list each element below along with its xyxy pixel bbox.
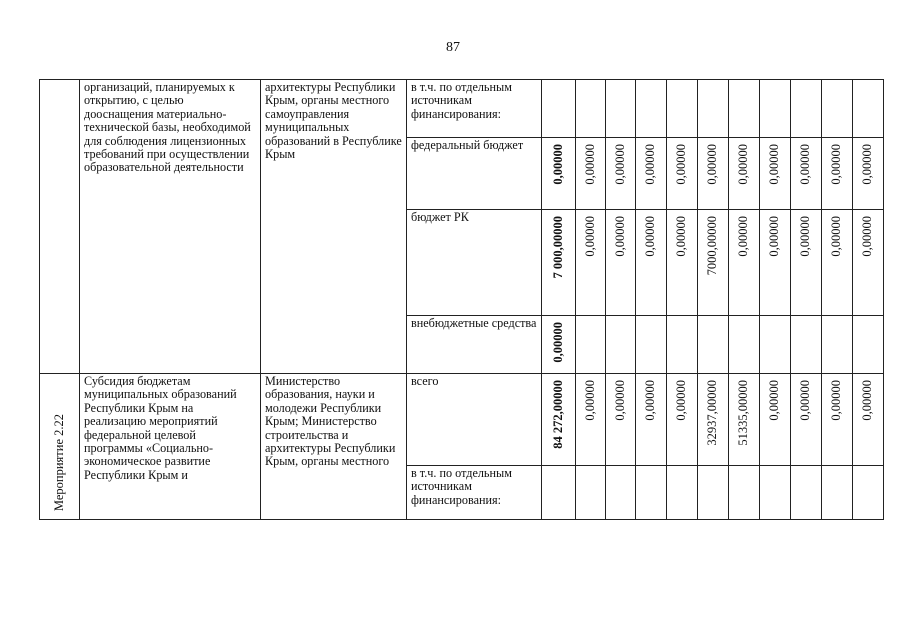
page-number: 87 xyxy=(446,40,460,55)
funding-year-cell xyxy=(760,316,791,374)
funding-year-cell xyxy=(729,80,760,138)
funding-year-cell xyxy=(791,80,822,138)
funding-year-cell xyxy=(576,374,606,466)
funding-year-cell xyxy=(729,138,760,210)
funding-year-value: 0,00000 xyxy=(736,144,751,185)
funding-year-value: 0,00000 xyxy=(582,216,597,257)
measure-description: организаций, планируемых к открытию, с целью дооснащения материально-технической базы, необходимой для соблюдения лицензионных требований при осуществлении образовательной деятельности xyxy=(80,80,261,374)
funding-year-cell xyxy=(822,138,853,210)
funding-year-value: 0,00000 xyxy=(767,216,782,257)
funding-year-value: 0,00000 xyxy=(860,380,875,421)
funding-year-value: 0,00000 xyxy=(736,216,751,257)
funding-year-cell xyxy=(822,316,853,374)
funding-year-cell xyxy=(791,466,822,520)
funding-year-value: 7000,00000 xyxy=(705,216,720,276)
funding-year-cell xyxy=(636,138,667,210)
funding-year-cell xyxy=(698,316,729,374)
funding-year-value: 32937,00000 xyxy=(705,380,720,446)
funding-year-value: 0,00000 xyxy=(612,216,627,257)
funding-year-cell xyxy=(576,80,606,138)
funding-year-value: 0,00000 xyxy=(829,380,844,421)
funding-year-cell xyxy=(636,316,667,374)
funding-year-value: 0,00000 xyxy=(829,144,844,185)
funding-year-cell xyxy=(667,316,698,374)
funding-year-cell xyxy=(636,374,667,466)
funding-year-value: 0,00000 xyxy=(643,216,658,257)
funding-year-cell xyxy=(698,210,729,316)
funding-source-label: в т.ч. по отдельным источникам финансирования: xyxy=(407,80,542,138)
funding-source-label: федеральный бюджет xyxy=(407,138,542,210)
funding-year-cell xyxy=(606,210,636,316)
funding-year-value: 0,00000 xyxy=(798,216,813,257)
funding-year-cell xyxy=(667,210,698,316)
funding-year-cell xyxy=(853,138,884,210)
funding-year-value: 0,00000 xyxy=(674,216,689,257)
funding-year-cell xyxy=(606,80,636,138)
funding-year-value: 0,00000 xyxy=(860,144,875,185)
funding-year-value: 0,00000 xyxy=(643,144,658,185)
funding-year-cell xyxy=(698,80,729,138)
funding-year-cell xyxy=(729,210,760,316)
funding-year-cell xyxy=(698,138,729,210)
funding-year-cell xyxy=(791,210,822,316)
measure-code: Мероприятие 2.22 xyxy=(51,413,66,511)
funding-year-cell xyxy=(636,80,667,138)
funding-year-cell xyxy=(760,210,791,316)
funding-year-value: 0,00000 xyxy=(612,144,627,185)
funding-year-value: 0,00000 xyxy=(798,144,813,185)
funding-year-cell xyxy=(698,374,729,466)
funding-year-value: 0,00000 xyxy=(798,380,813,421)
funding-year-cell xyxy=(606,466,636,520)
funding-year-cell xyxy=(576,316,606,374)
funding-year-value: 0,00000 xyxy=(582,144,597,185)
funding-year-value: 0,00000 xyxy=(643,380,658,421)
funding-year-cell xyxy=(791,138,822,210)
funding-year-value: 51335,00000 xyxy=(736,380,751,446)
funding-year-cell xyxy=(853,210,884,316)
funding-year-value: 0,00000 xyxy=(612,380,627,421)
funding-source-label: бюджет РК xyxy=(407,210,542,316)
funding-year-cell xyxy=(698,466,729,520)
funding-year-cell xyxy=(760,138,791,210)
funding-year-cell xyxy=(667,374,698,466)
funding-year-cell xyxy=(576,210,606,316)
funding-year-cell xyxy=(791,374,822,466)
funding-year-cell xyxy=(853,374,884,466)
funding-total-cell xyxy=(542,138,576,210)
funding-year-cell xyxy=(822,374,853,466)
funding-year-cell xyxy=(576,138,606,210)
funding-year-cell xyxy=(791,316,822,374)
measure-code-cell xyxy=(40,374,80,520)
funding-year-cell xyxy=(667,80,698,138)
funding-year-cell xyxy=(822,80,853,138)
funding-year-cell xyxy=(606,316,636,374)
funding-year-value: 0,00000 xyxy=(705,144,720,185)
funding-year-cell xyxy=(636,466,667,520)
funding-year-cell xyxy=(822,466,853,520)
funding-year-value: 0,00000 xyxy=(582,380,597,421)
funding-source-label: в т.ч. по отдельным источникам финансирования: xyxy=(407,466,542,520)
funding-total-value: 7 000,00000 xyxy=(550,216,565,279)
funding-year-cell xyxy=(606,138,636,210)
funding-year-value: 0,00000 xyxy=(860,216,875,257)
funding-total-cell xyxy=(542,466,576,520)
table-row xyxy=(40,80,884,138)
funding-source-label: внебюджетные средства xyxy=(407,316,542,374)
table-row xyxy=(40,374,884,466)
measure-code-cell xyxy=(40,80,80,374)
funding-year-value: 0,00000 xyxy=(767,144,782,185)
funding-year-cell xyxy=(853,80,884,138)
funding-year-value: 0,00000 xyxy=(674,380,689,421)
funding-year-cell xyxy=(729,374,760,466)
funding-year-cell xyxy=(667,138,698,210)
funding-year-cell xyxy=(667,466,698,520)
funding-total-value: 0,00000 xyxy=(550,322,565,363)
funding-year-value: 0,00000 xyxy=(829,216,844,257)
funding-year-cell xyxy=(853,316,884,374)
budget-table xyxy=(39,79,884,520)
funding-total-value: 0,00000 xyxy=(550,144,565,185)
funding-total-cell xyxy=(542,80,576,138)
funding-source-label: всего xyxy=(407,374,542,466)
funding-year-cell xyxy=(760,374,791,466)
funding-total-cell xyxy=(542,374,576,466)
funding-total-cell xyxy=(542,210,576,316)
funding-year-cell xyxy=(853,466,884,520)
funding-year-cell xyxy=(729,466,760,520)
funding-total-cell xyxy=(542,316,576,374)
funding-year-cell xyxy=(606,374,636,466)
funding-year-cell xyxy=(636,210,667,316)
funding-year-cell xyxy=(576,466,606,520)
funding-total-value: 84 272,00000 xyxy=(550,380,565,449)
funding-year-cell xyxy=(822,210,853,316)
measure-executor: Министерство образования, науки и молодежи Республики Крым; Министерство строительства и архитектуры Республики Крым, органы местного xyxy=(261,374,407,520)
funding-year-cell xyxy=(729,316,760,374)
funding-year-value: 0,00000 xyxy=(674,144,689,185)
funding-year-value: 0,00000 xyxy=(767,380,782,421)
funding-year-cell xyxy=(760,466,791,520)
measure-executor: архитектуры Республики Крым, органы местного самоуправления муниципальных образований в Республике Крым xyxy=(261,80,407,374)
measure-description: Субсидия бюджетам муниципальных образований Республики Крым на реализацию мероприятий федеральной целевой программы «Социально-экономическое развитие Республики Крым и xyxy=(80,374,261,520)
funding-year-cell xyxy=(760,80,791,138)
